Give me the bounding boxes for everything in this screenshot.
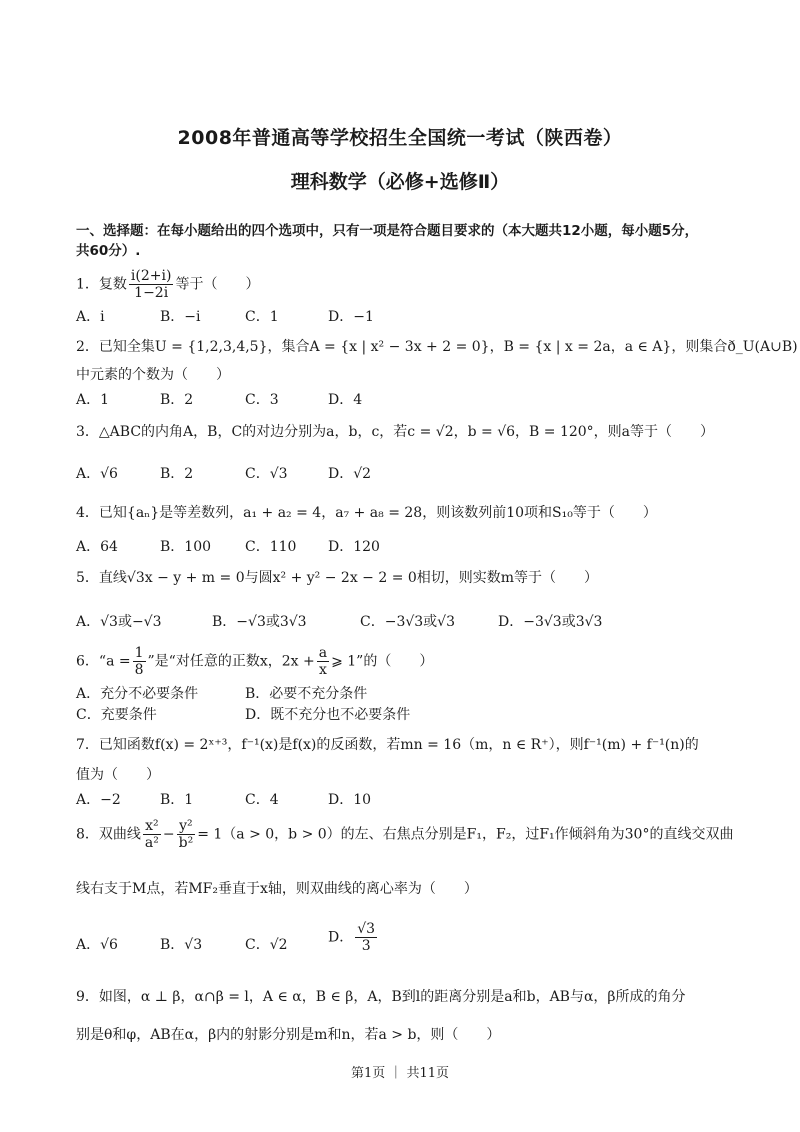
q5-option-c: C．−3√3或√3 <box>360 614 456 630</box>
q6-part1: 6．“a = <box>76 653 131 670</box>
question-8-line2: 线右支于M点，若MF₂垂直于x轴，则双曲线的离心率为（ ） <box>76 881 478 897</box>
q8-fraction-2 <box>177 818 196 851</box>
question-9-line1: 9．如图，α ⊥ β，α∩β = l，A ∈ α，B ∈ β，A，B到l的距离分别是a和b，AB与α，β所成的角分 <box>76 989 686 1005</box>
q3-option-b: B．2 <box>160 466 194 482</box>
section-heading-line2: 共60分）. <box>76 243 141 259</box>
q1-option-d: D．−1 <box>328 309 374 325</box>
q8-option-b: B．√3 <box>160 937 203 953</box>
q7-option-a: A．−2 <box>76 792 121 808</box>
q8-option-d-fraction <box>355 921 377 954</box>
q7-option-b: B．1 <box>160 792 194 808</box>
q6-f1-denominator: 8 <box>134 662 144 678</box>
q4-option-d: D．120 <box>328 539 380 555</box>
question-6 <box>76 645 433 678</box>
q7-option-d: D．10 <box>328 792 372 808</box>
q6-f1-numerator: 1 <box>134 645 144 661</box>
q2-option-a: A．1 <box>76 392 110 408</box>
q5-option-b: B．−√3或3√3 <box>212 614 307 630</box>
q8-option-d-label: D． <box>328 929 354 946</box>
question-7-line1: 7．已知函数f(x) = 2ˣ⁺³，f⁻¹(x)是f(x)的反函数，若mn = 16（m，n ∈ R⁺），则f⁻¹(m) + f⁻¹(n)的 <box>76 737 699 753</box>
q6-fraction-2 <box>317 645 329 678</box>
q3-option-d: D．√2 <box>328 466 372 482</box>
q1-option-b: B．−i <box>160 309 201 325</box>
q6-option-a: A．充分不必要条件 <box>76 686 199 702</box>
exam-subtitle: 理科数学（必修+选修Ⅱ） <box>290 171 510 193</box>
q8-option-a: A．√6 <box>76 937 118 953</box>
q8-option-d-denominator: 3 <box>361 938 371 954</box>
q4-option-b: B．100 <box>160 539 212 555</box>
q8-f2-denominator: b² <box>178 835 194 851</box>
q7-option-c: C．4 <box>245 792 279 808</box>
q1-fraction <box>129 268 174 301</box>
q6-part3: ⩾ 1”的（ ） <box>331 653 434 670</box>
q2-option-c: C．3 <box>245 392 279 408</box>
q4-option-a: A．64 <box>76 539 118 555</box>
page-footer: 第1页 ｜ 共11页 <box>350 1066 450 1081</box>
q5-option-d: D．−3√3或3√3 <box>498 614 603 630</box>
q8-part3: = 1（a > 0，b > 0）的左、右焦点分别是F₁，F₂，过F₁作倾斜角为30°的直线交双曲 <box>197 826 734 843</box>
q1-option-c: C．1 <box>245 309 279 325</box>
q1-numerator: i(2+i) <box>130 268 172 284</box>
question-8-line1 <box>76 818 733 851</box>
q8-f1-numerator: x² <box>143 818 161 835</box>
section-heading-line1: 一、选择题：在每小题给出的四个选项中，只有一项是符合题目要求的（本大题共12小题，每小题5分， <box>76 223 699 239</box>
q6-part2: ”是“对任意的正数x，2x + <box>147 653 315 670</box>
q8-fraction-1 <box>143 818 161 851</box>
q8-f2-numerator: y² <box>177 818 196 835</box>
question-1 <box>76 268 259 301</box>
question-3: 3．△ABC的内角A，B，C的对边分别为a，b，c，若c = √2，b = √6，B = 120°，则a等于（ ） <box>76 424 715 440</box>
q8-option-d <box>328 921 379 954</box>
q1-suffix: 等于（ ） <box>175 276 260 293</box>
q2-option-d: D．4 <box>328 392 363 408</box>
question-2-line2: 中元素的个数为（ ） <box>76 367 230 383</box>
q6-option-b: B．必要不充分条件 <box>245 686 368 702</box>
q1-option-a: A．i <box>76 309 105 325</box>
q3-option-a: A．√6 <box>76 466 118 482</box>
q8-option-c: C．√2 <box>245 937 288 953</box>
q4-option-c: C．110 <box>245 539 297 555</box>
q6-f2-denominator: x <box>318 662 327 678</box>
question-4: 4．已知{aₙ}是等差数列，a₁ + a₂ = 4，a₇ + a₈ = 28，则该数列前10项和S₁₀等于（ ） <box>76 505 657 521</box>
question-2-line1: 2．已知全集U = {1,2,3,4,5}，集合A = {x | x² − 3x + 2 = 0}，B = {x | x = 2a，a ∈ A}，则集合ð_U(A∪B) <box>76 339 798 355</box>
question-7-line2: 值为（ ） <box>76 767 160 783</box>
q2-option-b: B．2 <box>160 392 194 408</box>
q8-option-d-numerator: √3 <box>357 921 376 937</box>
question-5: 5．直线√3x − y + m = 0与圆x² + y² − 2x − 2 = 0相切，则实数m等于（ ） <box>76 570 599 586</box>
q8-f1-denominator: a² <box>144 835 159 851</box>
exam-title: 2008年普通高等学校招生全国统一考试（陕西卷） <box>177 127 623 149</box>
question-9-line2: 别是θ和φ，AB在α，β内的射影分别是m和n，若a > b，则（ ） <box>76 1027 501 1043</box>
q5-option-a: A．√3或−√3 <box>76 614 162 630</box>
q1-denominator: 1−2i <box>134 285 169 301</box>
q6-fraction-1 <box>133 645 146 678</box>
q6-option-c: C．充要条件 <box>76 707 157 723</box>
q8-part2: − <box>162 826 175 843</box>
q8-part1: 8．双曲线 <box>76 826 141 843</box>
q3-option-c: C．√3 <box>245 466 288 482</box>
q6-f2-numerator: a <box>318 645 328 661</box>
q6-option-d: D．既不充分也不必要条件 <box>245 707 411 723</box>
q1-prefix: 1．复数 <box>76 276 127 293</box>
